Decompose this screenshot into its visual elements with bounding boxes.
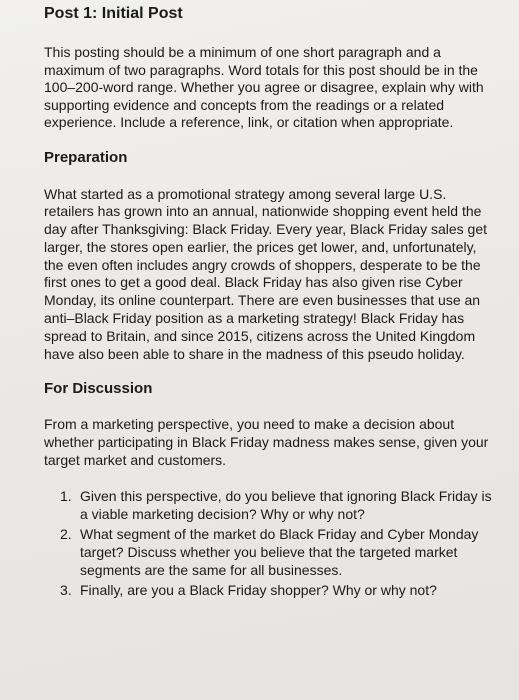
discussion-questions bbox=[44, 487, 497, 599]
preparation-body: What started as a promotional strategy among several large U.S. retailers has grown into an annual, nationwide shopping event held the day after Thanksgiving: Black Friday. Every year, Black Friday sales get larger, the stores open earlier, the prices get lower, and, unfortunately, the even often includes angry crowds of shoppers, desperate to be the first ones to get a good deal. Black Friday has also given rise Cyber Monday, its online counterpart. There are even businesses that use an anti–Black Friday position as a marketing strategy! Black Friday has spread to Britain, and since 2015, citizens across the United Kingdom have also been able to share in the madness of this pseudo holiday. bbox=[44, 185, 488, 362]
list-item-number: 2. bbox=[60, 526, 72, 543]
post-title: Post 1: Initial Post bbox=[44, 5, 183, 22]
list-item bbox=[60, 487, 497, 523]
discussion-body: From a marketing perspective, you need to make a decision about whether participating in Black Friday madness makes sense, given your target market and customers. bbox=[44, 416, 489, 469]
list-item-text: Finally, are you a Black Friday shopper? Why or why not? bbox=[80, 582, 437, 599]
list-item-number: 1. bbox=[60, 488, 72, 505]
list-item bbox=[60, 525, 497, 579]
discussion-heading: For Discussion bbox=[44, 380, 153, 398]
list-item-number: 3. bbox=[60, 582, 72, 599]
list-item bbox=[60, 581, 497, 599]
list-item-text: Given this perspective, do you believe that ignoring Black Friday is a viable marketing decision? Why or why not? bbox=[80, 488, 492, 523]
list-item-text: What segment of the market do Black Friday and Cyber Monday target? Discuss whether you believe that the targeted market segments are the same for all businesses. bbox=[80, 526, 479, 579]
post-instructions: This posting should be a minimum of one short paragraph and a maximum of two paragraphs. Word totals for this post should be in the 100–200-word range. Whether you agree or disagree, explain why with supporting evidence and concepts from the readings or a related experience. Include a reference, link, or citation when appropriate. bbox=[44, 44, 484, 130]
preparation-heading: Preparation bbox=[44, 148, 128, 166]
